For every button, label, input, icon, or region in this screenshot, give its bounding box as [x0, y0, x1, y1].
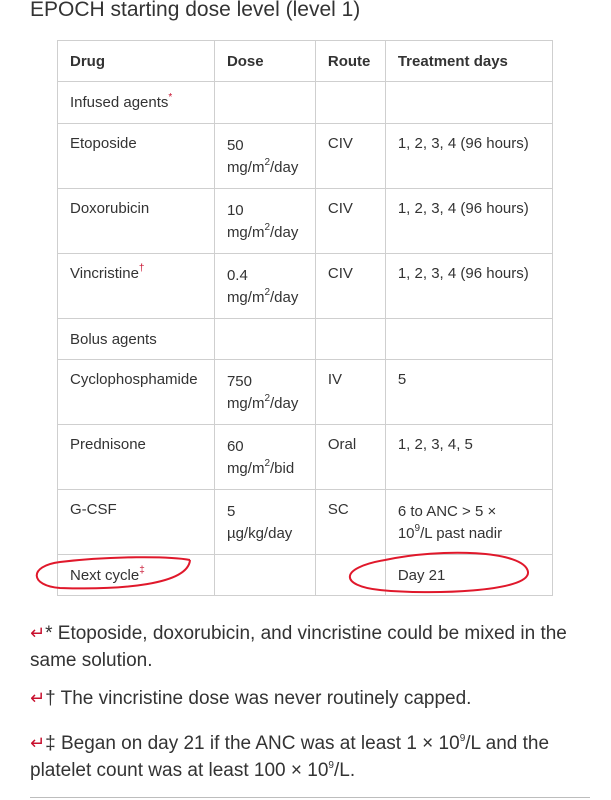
days-gcsf: 6 to ANC > 5 × $10^9/L$ past nadir	[385, 490, 552, 555]
table-row	[58, 124, 553, 189]
drug-cyclophosphamide: Cyclophosphamide	[58, 360, 215, 425]
footnote-mark-star[interactable]: *	[168, 92, 173, 103]
next-cycle-label: Next cycle	[70, 566, 140, 584]
drug-prednisone: Prednisone	[58, 425, 215, 490]
route-vincristine: CIV	[315, 254, 385, 319]
drug-vincristine: Vincristine†	[58, 254, 215, 319]
return-arrow-icon[interactable]: ↵	[30, 623, 46, 643]
days-next-cycle: Day 21	[385, 555, 552, 596]
table-header-row	[58, 41, 553, 82]
empty-cell	[315, 555, 385, 596]
infused-agents-cell	[58, 82, 215, 124]
footnote-mark-dagger[interactable]: †	[138, 263, 145, 274]
empty-cell	[315, 82, 385, 124]
days-vincristine: 1, 2, 3, 4 (96 hours)	[385, 254, 552, 319]
table-row	[58, 360, 553, 425]
route-prednisone: Oral	[315, 425, 385, 490]
route-gcsf: SC	[315, 490, 385, 555]
dose-vincristine: 0.4 $mg/m^2$/day	[214, 254, 315, 319]
empty-cell	[214, 82, 315, 124]
table-row	[58, 82, 553, 124]
header-route: Route	[315, 41, 385, 82]
divider	[30, 797, 590, 798]
table-row	[58, 425, 553, 490]
route-doxorubicin: CIV	[315, 189, 385, 254]
dose-doxorubicin: 10 $mg/m^2$/day	[214, 189, 315, 254]
dose-cyclophosphamide: 750 $mg/m^2$/day	[214, 360, 315, 425]
header-dose: Dose	[214, 41, 315, 82]
table-row	[58, 490, 553, 555]
table-row	[58, 189, 553, 254]
drug-etoposide: Etoposide	[58, 124, 215, 189]
days-etoposide: 1, 2, 3, 4 (96 hours)	[385, 124, 552, 189]
empty-cell	[214, 555, 315, 596]
empty-cell	[214, 319, 315, 360]
days-prednisone: 1, 2, 3, 4, 5	[385, 425, 552, 490]
return-arrow-icon[interactable]: ↵	[30, 688, 46, 708]
table-row	[58, 319, 553, 360]
dose-etoposide: 50 $mg/m^2$/day	[214, 124, 315, 189]
page-title: EPOCH starting dose level (level 1)	[30, 0, 361, 21]
footnote-star: ↵* Etoposide, doxorubicin, and vincristine could be mixed in the same solution.	[30, 623, 567, 671]
header-drug: Drug	[58, 41, 215, 82]
empty-cell	[315, 319, 385, 360]
days-doxorubicin: 1, 2, 3, 4 (96 hours)	[385, 189, 552, 254]
table-row	[58, 254, 553, 319]
dose-gcsf: 5 µg/kg/day	[214, 490, 315, 555]
table-row	[58, 555, 553, 596]
empty-cell	[385, 319, 552, 360]
dose-prednisone: 60 $mg/m^2$/bid	[214, 425, 315, 490]
route-cyclophosphamide: IV	[315, 360, 385, 425]
footnote-double-dagger: ↵‡ Began on day 21 if the ANC was at least $1 \times 10^9/L$ and the platelet count was at least $100 \times 10^9/L$.	[30, 732, 550, 781]
drug-gcsf: G-CSF	[58, 490, 215, 555]
route-etoposide: CIV	[315, 124, 385, 189]
footnote-mark-double-dagger[interactable]: ‡	[139, 564, 145, 576]
drug-doxorubicin: Doxorubicin	[58, 189, 215, 254]
footnote-dagger: ↵† The vincristine dose was never routinely capped.	[30, 688, 472, 709]
empty-cell	[385, 82, 552, 124]
infused-agents-label: Infused agents	[70, 94, 169, 111]
return-arrow-icon[interactable]: ↵	[30, 733, 46, 753]
days-cyclophosphamide: 5	[385, 360, 552, 425]
next-cycle-cell	[58, 555, 215, 596]
bolus-agents-label: Bolus agents	[58, 319, 215, 360]
header-treatment-days: Treatment days	[385, 41, 552, 82]
dose-table	[57, 40, 553, 596]
